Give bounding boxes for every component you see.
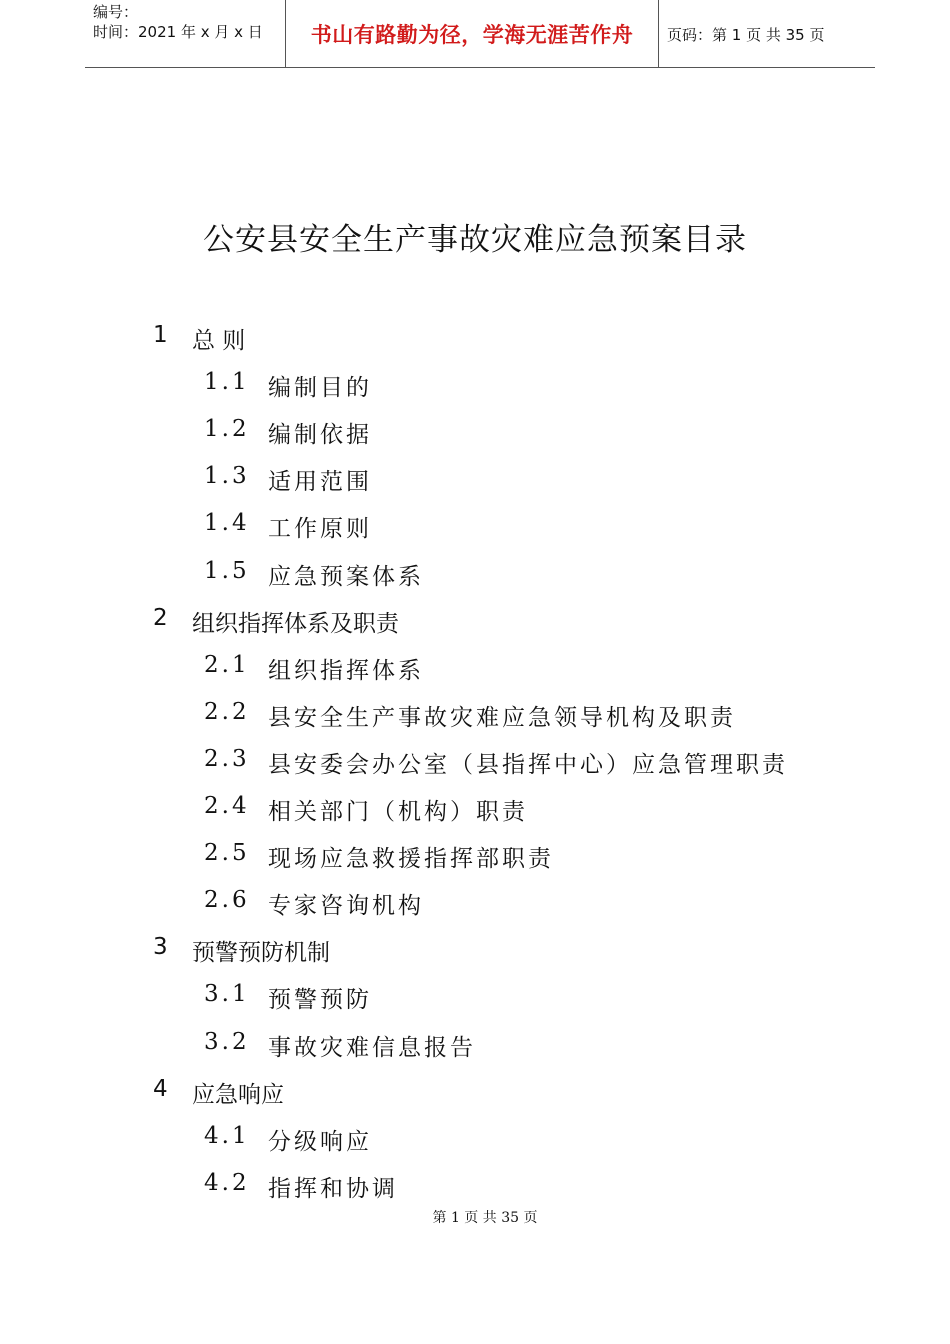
toc-subsection [0,416,950,449]
toc-text: 应急响应 [192,1081,284,1108]
toc-number: 2.2 [204,698,250,725]
header-page-info [659,0,875,68]
toc-number: 4.1 [204,1122,250,1149]
toc-subsection [0,463,950,496]
toc-text: 相关部门（机构）职责 [268,799,528,825]
toc-section [0,1076,950,1106]
toc-subsection [0,652,950,682]
toc-text: 应急预案体系 [268,563,424,590]
toc-number: 4 [153,1075,168,1102]
toc-text: 编制依据 [268,422,372,449]
toc-text: 组织指挥体系及职责 [192,610,399,637]
page-title: 公安县安全生产事故灾难应急预案目录 [203,222,747,258]
toc-text: 县安委会办公室（县指挥中心）应急管理职责 [268,751,788,778]
toc-number: 3.2 [204,1028,250,1055]
toc-section [0,934,950,967]
toc-text: 总 则 [192,328,246,354]
toc-number: 1.4 [204,510,250,537]
toc-text: 指挥和协调 [268,1175,398,1202]
page-footer: 第 1 页 共 35 页 [432,1210,538,1226]
toc-subsection [0,887,950,920]
page-info-text: 页码：第 1 页 共 35 页 [667,25,825,44]
toc-subsection [0,699,950,729]
toc-text: 预警预防 [268,987,372,1014]
toc-number: 1.5 [204,557,250,584]
toc-text: 组织指挥体系 [268,657,424,684]
toc-number: 2.3 [204,745,250,772]
toc-subsection [0,981,950,1014]
toc-subsection [0,1029,950,1059]
motto-text: 书山有路勤为径，学海无涯苦作舟 [310,23,634,47]
toc-number: 4.2 [204,1169,250,1196]
toc-number: 1.3 [204,463,250,490]
toc-number: 2 [153,604,168,631]
toc-section [0,322,950,352]
toc-number: 1 [153,322,168,348]
header-motto-cell [286,0,659,68]
toc-subsection [0,369,950,402]
toc-text: 县安全生产事故灾难应急领导机构及职责 [268,704,736,731]
toc-number: 1.1 [204,369,250,396]
toc-number: 1.2 [204,416,250,443]
toc-number: 2.1 [204,651,250,678]
toc-text: 现场应急救援指挥部职责 [268,846,554,873]
toc-number: 3 [153,934,168,961]
toc-number: 2.6 [204,887,250,914]
toc-section [0,605,950,635]
toc-subsection [0,1170,950,1200]
toc-text: 专家咨询机构 [268,893,424,920]
toc-text: 适用范围 [268,469,372,496]
toc-text: 分级响应 [268,1128,372,1155]
page-header [85,0,875,68]
toc-number: 2.4 [204,793,250,819]
toc-subsection [0,558,950,588]
toc-subsection [0,746,950,776]
toc-subsection [0,793,950,823]
header-meta [85,0,286,68]
toc-number: 2.5 [204,840,250,867]
toc-text: 编制目的 [268,375,372,402]
toc-subsection [0,840,950,873]
serial-label: 编号： [93,3,139,21]
toc-text: 预警预防机制 [192,940,330,967]
toc-number: 3.1 [204,981,250,1008]
time-label: 时间：2021 年 x 月 x 日 [93,23,263,41]
toc-text: 工作原则 [268,516,372,543]
toc-subsection [0,510,950,543]
toc-subsection [0,1123,950,1153]
toc-text: 事故灾难信息报告 [268,1034,476,1061]
